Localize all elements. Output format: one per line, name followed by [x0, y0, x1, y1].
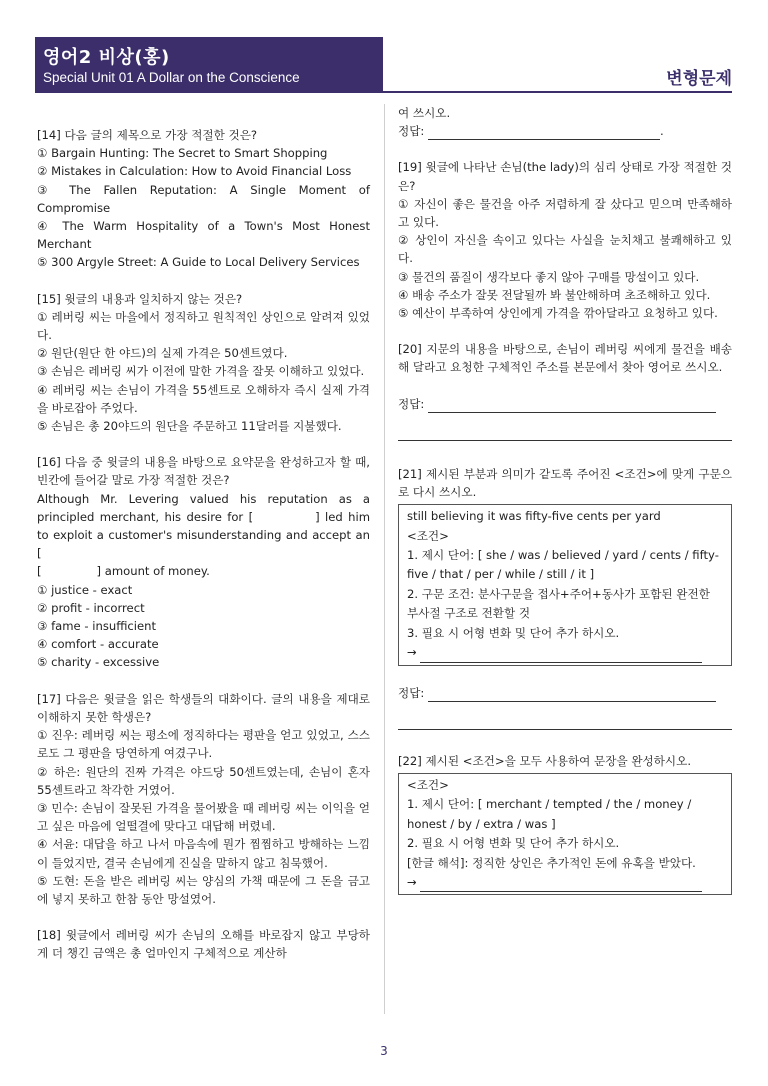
summary-part: ] led him to exploit a customer's misunderstanding and accept an [: [37, 509, 370, 561]
arrow-icon: →: [407, 645, 417, 660]
question-18-answer: 정답: .: [398, 122, 732, 140]
summary-end: [ ] amount of money.: [37, 564, 210, 579]
condition-item: [한글 해석]: 정직한 상인은 추가적인 돈에 유혹을 받았다.: [407, 855, 696, 870]
question-18-stem-continued: 여 쓰시오.: [398, 106, 451, 120]
option: ① 자신이 좋은 물건을 아주 저렴하게 잘 샀다고 믿으며 만족해하고 있다.: [398, 196, 732, 230]
answer-line[interactable]: [428, 687, 716, 702]
question-21: [398, 465, 732, 730]
answer-line[interactable]: [420, 648, 702, 663]
option: ③ 손님은 레버링 씨가 이전에 말한 가격을 잘못 이해하고 있었다.: [37, 364, 365, 379]
option: ① justice - exact: [37, 582, 133, 597]
question-21-answer: [398, 684, 732, 702]
option: ② 원단(원단 한 야드)의 실제 가격은 50센트였다.: [37, 346, 288, 361]
question-22: [398, 752, 732, 896]
condition-item: 1. 제시 단어: [ merchant / tempted / the / money / honest / by / extra / was ]: [407, 797, 692, 831]
option: ⑤ 손님은 총 20야드의 원단을 주문하고 11달러를 지불했다.: [37, 419, 342, 434]
option: ② 하은: 원단의 진짜 가격은 야드당 50센트였는데, 손님이 혼자 55센트라고 착각한 거였어.: [37, 764, 370, 797]
question-15: [37, 290, 370, 436]
question-stem: [18] 윗글에서 레버링 씨가 손님의 오해를 바로잡지 않고 부당하게 더 챙긴 금액은 총 얼마인지 구체적으로 계산하: [37, 928, 370, 961]
question-stem: [15] 윗글의 내용과 일치하지 않는 것은?: [37, 291, 243, 306]
question-stem: [20] 지문의 내용을 바탕으로, 손님이 레버링 씨에게 물건을 배송해 달라고 요청한 구체적인 주소를 본문에서 찾아 영어로 쓰시오.: [398, 342, 732, 375]
question-stem: [16] 다음 중 윗글의 내용을 바탕으로 요약문을 완성하고자 할 때, 빈칸에 들어갈 말로 가장 적절한 것은?: [37, 455, 370, 488]
question-stem: [22] 제시된 <조건>을 모두 사용하여 문장을 완성하시오.: [398, 753, 692, 768]
option: ⑤ 300 Argyle Street: A Guide to Local Delivery Services: [37, 255, 360, 270]
answer-line[interactable]: [428, 398, 716, 413]
question-stem: [17] 다음은 윗글을 읽은 학생들의 대화이다. 글의 내용을 제대로 이해하지 못한 학생은?: [37, 691, 370, 724]
option: ④ 서윤: 대답을 하고 나서 마음속에 뭔가 찜찜하고 방해하는 느낌이 들었지만, 결국 손님에게 진실을 말하지 않고 침묵했어.: [37, 837, 370, 870]
summary-part: ] amount of money.: [96, 564, 210, 579]
option: ① Bargain Hunting: The Secret to Smart Shopping: [37, 146, 328, 161]
header-right-label: 변형문제: [666, 69, 732, 89]
question-stem: [19] 윗글에 나타난 손님(the lady)의 심리 상태로 가장 적절한 것은?: [398, 160, 732, 193]
header-rule: [35, 91, 732, 93]
right-column: [398, 104, 732, 895]
page-number: 3: [380, 1044, 388, 1058]
question-14: [37, 126, 370, 272]
given-phrase: still believing it was fifty-five cents per yard: [407, 509, 661, 524]
answer-line[interactable]: [428, 125, 660, 140]
option: ④ comfort - accurate: [37, 637, 159, 652]
page-title: 영어2 비상(홍): [43, 47, 170, 68]
option: ② Mistakes in Calculation: How to Avoid Financial Loss: [37, 164, 352, 179]
option: ③ 물건의 품질이 생각보다 좋지 않아 구매를 망설이고 있다.: [398, 269, 700, 284]
option: ④ The Warm Hospitality of a Town's Most Honest Merchant: [37, 219, 370, 252]
question-18: [37, 926, 370, 962]
answer-label: 정답:: [398, 124, 425, 139]
condition-item: 1. 제시 단어: [ she / was / believed / yard / cents / fifty-five / that / per / while / still / it ]: [407, 548, 719, 582]
left-column: [37, 126, 370, 963]
question-16: [37, 453, 370, 671]
question-stem: [14] 다음 글의 제목으로 가장 적절한 것은?: [37, 128, 258, 142]
question-19: [398, 158, 732, 322]
option: ① 레버링 씨는 마을에서 정직하고 원칙적인 상인으로 알려져 있었다.: [37, 309, 370, 343]
condition-header: <조건>: [407, 777, 449, 792]
option: ③ The Fallen Reputation: A Single Moment of Compromise: [37, 182, 370, 215]
option: ⑤ 예산이 부족하여 상인에게 가격을 깎아달라고 요청하고 있다.: [398, 306, 718, 321]
arrow-answer: [407, 643, 723, 662]
question-stem: [21] 제시된 부분과 의미가 같도록 주어진 <조건>에 맞게 구문으로 다시 쓰시오.: [398, 466, 732, 500]
answer-line[interactable]: [420, 877, 702, 892]
condition-item: 2. 구문 조건: 분사구문을 접사+주어+동사가 포함된 완전한 부사절 구조로 전환할 것: [407, 586, 710, 621]
option: ② 상인이 자신을 속이고 있다는 사실을 눈치채고 불쾌해하고 있다.: [398, 233, 732, 266]
answer-label: 정답:: [398, 685, 425, 700]
option: ④ 레버링 씨는 손님이 가격을 55센트로 오해하자 즉시 실제 가격을 바로잡아 주었다.: [37, 382, 370, 415]
arrow-answer: [407, 873, 723, 892]
condition-header: <조건>: [407, 528, 449, 543]
answer-label: 정답:: [398, 396, 425, 411]
unit-subtitle: Special Unit 01 A Dollar on the Conscience: [43, 70, 300, 85]
option: ③ 민수: 손님이 잘못된 가격을 물어봤을 때 레버링 씨는 이익을 얻고 싶은 마음에 얼떨결에 맞다고 대답해 버렸네.: [37, 800, 370, 834]
question-17: [37, 690, 370, 908]
option: ⑤ charity - excessive: [37, 655, 160, 670]
condition-box: [398, 773, 732, 895]
question-20: [398, 340, 732, 441]
condition-item: 3. 필요 시 어형 변화 및 단어 추가 하시오.: [407, 625, 620, 640]
summary-text: [37, 490, 370, 563]
header-title-box: [35, 37, 383, 92]
option: ① 진우: 레버링 씨는 평소에 정직하다는 평판을 얻고 있었고, 스스로도 그 평판을 당연하게 여겼구나.: [37, 728, 370, 761]
condition-box: [398, 504, 732, 665]
option: ④ 배송 주소가 잘못 전달될까 봐 불안해하며 초조해하고 있다.: [398, 287, 711, 302]
summary-part: Although Mr. Levering valued his reputation as a principled merchant, his desire for [: [37, 491, 370, 524]
option: ③ fame - insufficient: [37, 619, 157, 634]
arrow-icon: →: [407, 874, 417, 889]
option: ② profit - incorrect: [37, 600, 145, 615]
condition-item: 2. 필요 시 어형 변화 및 단어 추가 하시오.: [407, 836, 620, 851]
column-divider: [384, 104, 385, 1014]
question-20-answer: [398, 395, 732, 413]
option: ⑤ 도현: 돈을 받은 레버링 씨는 양심의 가책 때문에 그 돈을 금고에 넣지 못하고 한참 동안 망설였어.: [37, 873, 370, 906]
